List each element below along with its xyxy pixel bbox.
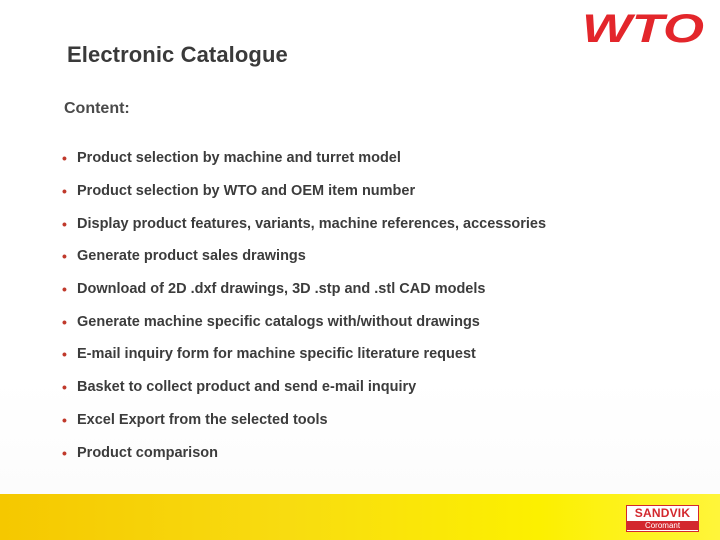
bullet-icon: • xyxy=(62,215,67,232)
bullet-icon: • xyxy=(62,281,67,298)
list-item xyxy=(62,371,546,404)
list-item xyxy=(62,436,546,469)
list-item xyxy=(62,142,546,175)
feature-list xyxy=(62,142,546,469)
coromant-logo-text: Coromant xyxy=(627,521,698,530)
bullet-icon: • xyxy=(62,248,67,265)
content-heading: Content: xyxy=(64,100,130,117)
bullet-icon: • xyxy=(62,313,67,330)
list-item xyxy=(62,338,546,371)
bullet-icon: • xyxy=(62,150,67,167)
list-item-text: Excel Export from the selected tools xyxy=(77,411,328,428)
wto-logo xyxy=(580,8,708,48)
bullet-icon: • xyxy=(62,379,67,396)
list-item xyxy=(62,175,546,208)
bullet-icon: • xyxy=(62,411,67,428)
list-item xyxy=(62,305,546,338)
list-item-text: Product selection by machine and turret model xyxy=(77,150,401,167)
wto-logo-text: WTO xyxy=(582,8,704,48)
list-item-text: Basket to collect product and send e-mail inquiry xyxy=(77,379,417,396)
list-item xyxy=(62,240,546,273)
bullet-icon: • xyxy=(62,346,67,363)
list-item-text: Product selection by WTO and OEM item number xyxy=(77,183,416,200)
list-item xyxy=(62,273,546,306)
bullet-icon: • xyxy=(62,183,67,200)
list-item-text: Download of 2D .dxf drawings, 3D .stp and .stl CAD models xyxy=(77,281,486,298)
footer-bar xyxy=(0,494,720,540)
list-item xyxy=(62,404,546,437)
list-item-text: E-mail inquiry form for machine specific literature request xyxy=(77,346,476,363)
sandvik-coromant-logo xyxy=(626,505,699,532)
list-item-text: Generate machine specific catalogs with/without drawings xyxy=(77,313,480,330)
list-item-text: Product comparison xyxy=(77,444,218,461)
slide-title: Electronic Catalogue xyxy=(67,42,288,67)
bullet-icon: • xyxy=(62,444,67,461)
list-item-text: Generate product sales drawings xyxy=(77,248,306,265)
list-item-text: Display product features, variants, machine references, accessories xyxy=(77,215,547,232)
sandvik-logo-text: SANDVIK xyxy=(634,506,691,520)
list-item xyxy=(62,207,546,240)
